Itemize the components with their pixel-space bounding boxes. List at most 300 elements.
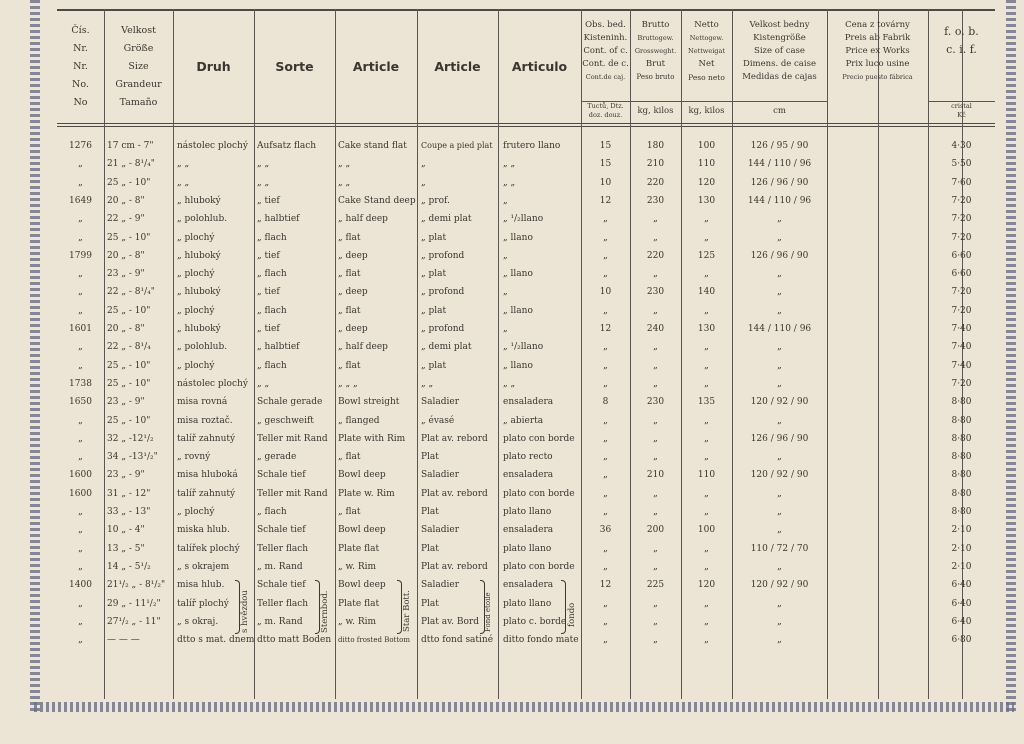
cell-size: 25 „ - 10" [107,232,151,243]
cell-case: 144 / 110 / 96 [747,324,812,334]
cell-no: „ [78,214,83,225]
cell-druh: misa hlub. [177,580,225,591]
cell-case: „ [777,305,782,316]
cell-sorte: Teller mit Rand [257,433,328,444]
cell-obs: „ [603,342,608,353]
cell-articulo: „ [503,250,508,261]
cell-druh: misa rovná [177,397,228,408]
cell-netto: „ [704,269,709,280]
cell-brutto: „ [653,598,658,609]
table-row [57,558,995,576]
cell-obs: 15 [599,159,612,170]
cell-art2: „ plat [421,305,447,316]
cell-no: 1600 [69,470,92,481]
cell-obs: „ [603,250,608,261]
cell-price: 7·20 [951,195,972,206]
cell-art2: „ [421,177,426,188]
cell-art2: Saladier [421,525,460,536]
cell-case: „ [777,598,782,609]
table-row [57,485,995,503]
cell-sorte: Teller flach [257,543,309,554]
cell-size: 17 cm - 7" [107,141,154,151]
table-row [57,576,995,594]
cell-art1: „ half deep [338,214,388,225]
cell-brutto: „ [653,269,658,280]
header-brutto: Brutto Bruttogew. Grossweght. Brut Peso bruto [634,20,677,81]
cell-no: „ [78,305,83,316]
cell-price: 7·20 [951,232,972,243]
cell-art2: „ [421,159,426,170]
cell-articulo: „ llano [503,269,533,280]
cell-obs: 15 [599,141,612,151]
table-row [57,503,995,521]
cell-articulo: „ llano [503,232,533,243]
cell-case: 110 / 72 / 70 [750,543,809,554]
cell-art1: „ flat [338,305,361,316]
header-obsah: Obs. bed. Kisteninh. Cont. of c. Cont. de c. Cont.de caj. [582,20,629,81]
cell-netto: „ [704,507,709,517]
cell-art1: „ flat [338,507,361,517]
cell-brutto: „ [653,415,658,426]
table-row [57,631,995,649]
right-dotted-border [1006,0,1016,714]
cell-case: „ [777,635,782,646]
cell-size: 25 „ - 10" [107,305,151,316]
header-velkost-bedny: Velkost bedny Kistengröße Size of case Dimens. de caise Medidas de cajas [742,20,817,82]
cell-art2: Plat av. rebord [421,433,488,444]
cell-no: 1600 [69,488,92,499]
cell-no: „ [78,598,83,609]
cell-netto: 130 [697,195,716,206]
cell-brutto: „ [653,232,658,243]
cell-price: 8·80 [951,470,972,481]
cell-no: „ [78,287,83,298]
cell-case: „ [777,378,782,389]
cell-articulo: plato con borde [503,488,575,499]
cell-case: „ [777,452,782,463]
cell-art2: Saladier [421,580,460,591]
cell-price: 7·20 [951,305,972,316]
cell-druh: miska hlub. [177,525,230,536]
cell-brutto: 230 [646,195,665,206]
cell-netto: „ [704,598,709,609]
cell-netto: „ [704,214,709,225]
cell-art2: „ demi plat [421,214,472,225]
header-netto: Netto Nettogew. Nettweigat Net Peso neto [688,20,725,82]
cell-price: 4·30 [951,141,972,151]
cell-art1: „ „ [338,177,351,188]
cell-size: 20 „ - 8" [107,250,145,261]
cell-price: 6·60 [951,269,972,280]
cell-netto: „ [704,232,709,243]
cell-sorte: „ geschweift [257,415,314,426]
cell-no: „ [78,360,83,371]
cell-obs: „ [603,214,608,225]
cell-obs: „ [603,305,608,316]
cell-articulo: plato recto [503,452,553,463]
cell-size: 14 „ - 5¹/₂ [107,561,151,572]
cell-netto: „ [704,342,709,353]
cell-druh: „ „ [177,159,190,170]
cell-case: „ [777,287,782,298]
cell-case: 126 / 96 / 90 [750,177,809,188]
cell-brutto: „ [653,433,658,444]
cell-articulo: „ llano [503,360,533,371]
cell-art1: „ half deep [338,342,388,353]
cell-art2: „ évasé [421,415,455,426]
cell-brutto: „ [653,452,658,463]
cell-druh: nástolec plochý [177,378,248,389]
cell-obs: „ [603,488,608,499]
cell-case: „ [777,360,782,371]
cell-art2: Coupe a pied plat [421,141,493,150]
cell-art1: Cake Stand deep [338,195,416,206]
cell-no: „ [78,616,83,627]
cell-size: 13 „ - 5" [107,543,145,554]
cell-articulo: plato con borde [503,433,575,444]
cell-articulo: „ ¹/₂llano [503,342,544,353]
cell-sorte: „ flach [257,507,287,517]
cell-druh: „ plochý [177,232,215,243]
table-row [57,595,995,613]
table-row [57,338,995,356]
cell-brutto: 230 [646,287,665,298]
cell-size: 20 „ - 8" [107,324,145,334]
cell-brutto: „ [653,305,658,316]
cell-netto: 140 [697,287,716,298]
cell-size: 22 „ - 8¹/₄" [107,287,155,298]
cell-sorte: Schale tief [257,580,306,591]
cell-druh: „ polohlub. [177,342,228,353]
cell-art2: „ prof. [421,195,450,206]
table-row [57,302,995,320]
cell-obs: „ [603,635,608,646]
cell-brutto: 220 [646,250,665,261]
cell-price: 7·40 [951,324,972,334]
cell-brutto: 200 [646,525,665,536]
cell-art2: „ plat [421,232,447,243]
header-sorte: Sorte [275,59,314,74]
cell-druh: talířek plochý [177,543,240,554]
unit-cm: cm [773,105,786,116]
cell-art2: Plat [421,598,439,609]
cell-sorte: Schale tief [257,525,306,536]
cell-art1: Bowl deep [338,525,386,536]
cell-case: „ [777,488,782,499]
cell-price: 2·10 [951,543,972,554]
cell-case: 120 / 92 / 90 [750,470,809,481]
cell-price: 8·80 [951,452,972,463]
cell-articulo: plato llano [503,507,552,517]
cell-articulo: „ abierta [503,415,544,426]
cell-druh: „ polohlub. [177,214,228,225]
header-articulo: Articulo [511,59,568,74]
cell-articulo: „ „ [503,378,516,389]
cell-size: 21¹/₂ „ - 8¹/₂" [107,580,166,591]
unit-cristal: cristal Kč [951,102,972,119]
cell-case: 120 / 92 / 90 [750,397,809,408]
cell-case: 126 / 96 / 90 [750,250,809,261]
cell-netto: „ [704,488,709,499]
table-row [57,247,995,265]
table-row [57,320,995,338]
cell-size: 33 „ - 13" [107,507,151,517]
cell-art2: Plat [421,452,439,463]
cell-druh: „ rovný [177,452,211,463]
cell-art1: Plate flat [338,543,380,554]
cell-druh: misa hluboká [177,470,238,481]
cell-no: 1400 [69,580,92,591]
cell-netto: „ [704,378,709,389]
cell-size: 25 „ - 10" [107,360,151,371]
cell-size: 32 „ -12¹/₂ [107,433,154,444]
cell-price: 8·80 [951,433,972,444]
cell-obs: „ [603,543,608,554]
header-fob: f. o. b. c. i. f. [944,25,979,56]
cell-sorte: „ tief [257,195,280,206]
cell-articulo: ditto fondo mate [503,635,579,646]
cell-druh: „ s okrajem [177,561,230,572]
cell-articulo: ensaladera [503,580,554,591]
cell-no: „ [78,232,83,243]
cell-druh: „ plochý [177,507,215,517]
header-druh: Druh [196,59,231,74]
cell-no: 1601 [69,324,92,334]
cell-articulo: „ [503,287,508,298]
cell-netto: „ [704,433,709,444]
cell-articulo: „ „ [503,159,516,170]
left-dotted-border [30,0,40,714]
header-article-fr: Article [434,59,481,74]
cell-sorte: „ „ [257,159,270,170]
cell-price: 8·80 [951,507,972,517]
cell-price: 6·40 [951,616,972,627]
cell-art1: „ deep [338,250,368,261]
cell-size: 23 „ - 9" [107,470,145,481]
cell-netto: „ [704,635,709,646]
cell-obs: „ [603,616,608,627]
cell-no: „ [78,543,83,554]
brace [561,580,566,634]
cell-price: 6·40 [951,598,972,609]
cell-size: 25 „ - 10" [107,177,151,188]
side-note-star-bott: Star Bott. [402,590,412,632]
cell-no: „ [78,177,83,188]
cell-sorte: „ gerade [257,452,297,463]
cell-case: „ [777,342,782,353]
cell-size: 25 „ - 10" [107,415,151,426]
cell-articulo: ensaladera [503,397,554,408]
cell-art1: „ flat [338,232,361,243]
cell-no: „ [78,452,83,463]
cell-case: „ [777,415,782,426]
header-article-en: Article [352,59,400,74]
table-row [57,137,995,155]
cell-art2: Plat av. Bord [421,616,479,627]
cell-druh: talíř zahnutý [177,433,236,444]
cell-art1: „ w. Rim [338,561,377,572]
cell-netto: 125 [697,250,716,261]
cell-brutto: 220 [646,177,665,188]
table-row [57,155,995,173]
cell-art1: „ flat [338,360,361,371]
header-cena: Cena z továrny Preis ab Fabrik Price ex Works Prix luco usine Precio puesto fábrica [842,20,913,81]
cell-art2: Saladier [421,397,460,408]
side-note-hvezdou: s hvězdou [240,590,250,633]
cell-art2: Plat [421,507,439,517]
cell-sorte: Aufsatz flach [257,141,317,151]
cell-articulo: „ [503,195,508,206]
unit-obsah: Tuctů, Dtz. doz. douz. [587,102,624,119]
cell-netto: „ [704,616,709,627]
cell-art1: Cake stand flat [338,141,407,151]
cell-sorte: „ m. Rand [257,561,303,572]
cell-art2: „ plat [421,269,447,280]
cell-brutto: „ [653,616,658,627]
cell-size: 23 „ - 9" [107,397,145,408]
cell-obs: „ [603,269,608,280]
cell-no: 1738 [69,378,92,389]
cell-size: 21 „ - 8¹/₄" [107,159,155,170]
cell-case: „ [777,232,782,243]
cell-brutto: 225 [646,580,665,591]
cell-obs: 8 [602,397,609,408]
cell-articulo: „ llano [503,305,533,316]
cell-druh: „ s okraj. [177,616,219,627]
cell-obs: „ [603,360,608,371]
cell-art2: Plat [421,543,439,554]
cell-price: 7·40 [951,360,972,371]
cell-netto: „ [704,360,709,371]
cell-druh: dtto s mat. dnem [177,635,254,646]
cell-size: 20 „ - 8" [107,195,145,206]
cell-art1: Bowl deep [338,470,386,481]
cell-druh: talíř plochý [177,598,229,609]
cell-art1: „ deep [338,324,368,334]
cell-obs: „ [603,452,608,463]
table-row [57,229,995,247]
cell-brutto: 210 [646,159,665,170]
cell-sorte: dtto matt Boden [257,635,332,646]
cell-art2: „ profond [421,250,465,261]
cell-sorte: „ tief [257,287,280,298]
cell-brutto: „ [653,342,658,353]
cell-brutto: 210 [646,470,665,481]
table-row [57,192,995,210]
cell-no: 1650 [69,397,92,408]
cell-price: 5·50 [951,159,972,170]
cell-no: „ [78,433,83,444]
cell-brutto: „ [653,507,658,517]
cell-obs: „ [603,598,608,609]
cell-obs: 36 [599,525,612,536]
cell-sorte: „ flach [257,305,287,316]
side-note-fond-etoile: Fond étoile [484,592,492,632]
cell-price: 7·20 [951,214,972,225]
cell-art1: „ „ „ [338,378,358,389]
cell-size: 22 „ - 9" [107,214,145,225]
cell-obs: „ [603,561,608,572]
cell-art2: „ profond [421,287,465,298]
side-note-fondo: fondo [567,602,577,627]
cell-size: — — — [107,635,140,646]
cell-price: 7·20 [951,287,972,298]
cell-art1: „ flat [338,269,361,280]
cell-netto: 120 [697,580,716,591]
cell-art1: Bowl deep [338,580,386,591]
cell-sorte: „ tief [257,324,280,334]
header-velkost: Velkost Größe Size Grandeur Tamaño [115,25,162,108]
cell-price: 8·80 [951,488,972,499]
cell-articulo: „ [503,324,508,334]
cell-druh: misa roztač. [177,415,233,426]
cell-brutto: 240 [646,324,665,334]
cell-art2: „ profond [421,324,465,334]
cell-art2: „ demi plat [421,342,472,353]
cell-articulo: plato llano [503,598,552,609]
cell-size: 25 „ - 10" [107,378,151,389]
cell-druh: „ hluboký [177,324,221,334]
cell-netto: „ [704,305,709,316]
cell-netto: 135 [697,397,716,408]
cell-case: 126 / 96 / 90 [750,433,809,444]
table-row [57,375,995,393]
cell-no: „ [78,635,83,646]
cell-sorte: Teller flach [257,598,309,609]
cell-obs: „ [603,232,608,243]
cell-brutto: „ [653,543,658,554]
cell-druh: „ hluboký [177,287,221,298]
cell-no: 1649 [69,195,92,206]
table-row [57,540,995,558]
cell-price: 7·60 [951,177,972,188]
cell-price: 7·40 [951,342,972,353]
cell-brutto: „ [653,635,658,646]
cell-brutto: „ [653,561,658,572]
cell-articulo: ensaladera [503,525,554,536]
cell-size: 23 „ - 9" [107,269,145,280]
cell-sorte: „ flach [257,269,287,280]
cell-case: 120 / 92 / 90 [750,580,809,591]
cell-obs: 12 [599,195,612,206]
cell-case: „ [777,269,782,280]
bottom-dotted-border [34,702,1014,712]
cell-size: 31 „ - 12" [107,488,151,499]
cell-case: „ [777,214,782,225]
cell-brutto: „ [653,378,658,389]
cell-size: 29 „ - 11¹/₂" [107,598,161,609]
cell-price: 6·40 [951,580,972,591]
cell-case: 126 / 95 / 90 [750,141,809,151]
cell-obs: 10 [599,177,612,188]
cell-netto: 100 [697,141,716,151]
cell-sorte: „ flach [257,232,287,243]
cell-case: „ [777,616,782,627]
cell-art2: Plat av. rebord [421,488,488,499]
cell-art1: Plate w. Rim [338,488,395,499]
cell-no: „ [78,525,83,536]
cell-obs: 12 [599,324,612,334]
cell-obs: 10 [599,287,612,298]
cell-netto: „ [704,452,709,463]
cell-size: 27¹/₂ „ - 11" [107,616,161,627]
cell-sorte: Teller mit Rand [257,488,328,499]
cell-sorte: „ halbtief [257,214,300,225]
cell-sorte: Schale gerade [257,397,323,408]
cell-articulo: ensaladera [503,470,554,481]
cell-case: 144 / 110 / 96 [747,195,812,206]
cell-articulo: frutero llano [503,141,561,151]
